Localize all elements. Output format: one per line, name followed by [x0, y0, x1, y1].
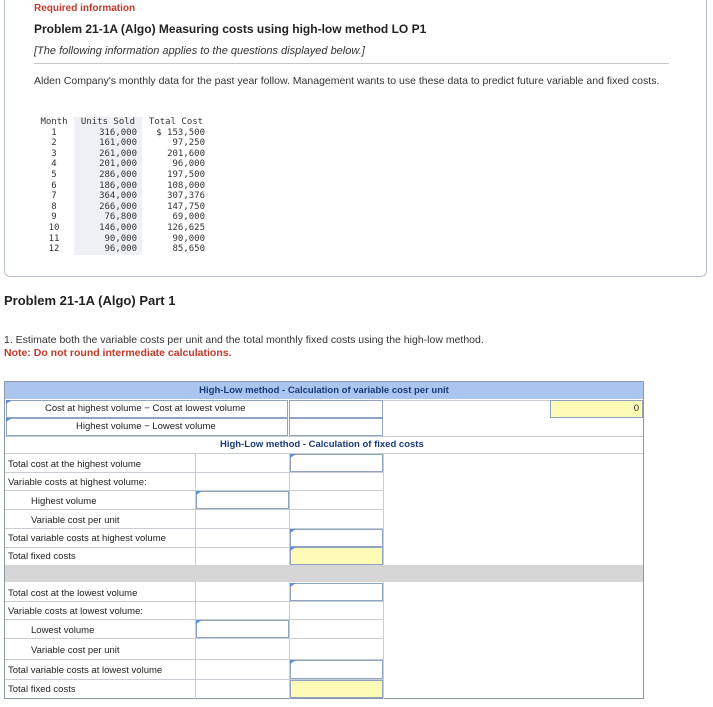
col-units-sold: Units Sold	[74, 117, 142, 128]
dropdown-marker-icon	[290, 660, 296, 664]
month-cell: 8	[51, 201, 57, 212]
month-cell: 7	[51, 191, 57, 202]
table-row	[34, 128, 210, 139]
month-cell: 1	[51, 127, 57, 138]
total-cost-cell: $ 153,500	[156, 127, 205, 138]
part-title: Problem 21-1A (Algo) Part 1	[4, 293, 176, 308]
month-cell: 3	[51, 148, 57, 159]
dropdown-marker-icon	[290, 529, 296, 533]
total-cost-cell: 147,750	[167, 201, 205, 212]
table-row	[34, 212, 210, 223]
highest-volume-label: Highest volume	[31, 496, 97, 507]
dropdown-marker-icon	[6, 400, 12, 404]
col-total-cost: Total Cost	[148, 117, 204, 127]
units-sold-cell: 286,000	[74, 170, 142, 181]
month-cell: 4	[51, 159, 57, 170]
month-cell: 10	[48, 222, 60, 233]
total-cost-cell: 126,625	[167, 222, 205, 233]
high-total-variable-input[interactable]	[290, 529, 383, 547]
numerator-label: Cost at highest volume − Cost at lowest volume	[45, 403, 246, 414]
monthly-data-table	[34, 117, 210, 255]
units-sold-cell: 261,000	[74, 149, 142, 160]
units-sold-cell: 201,000	[74, 159, 142, 170]
table-row	[34, 223, 210, 234]
dropdown-marker-icon	[290, 454, 296, 458]
low-total-variable-label: Total variable costs at lowest volume	[8, 665, 163, 676]
low-vc-per-unit-label: Variable cost per unit	[31, 645, 120, 656]
table-row	[34, 159, 210, 170]
total-cost-cell: 85,650	[172, 244, 205, 255]
divider	[34, 63, 669, 64]
high-fixed-costs-result	[290, 547, 383, 565]
table-row	[34, 234, 210, 245]
table-row	[34, 244, 210, 255]
low-fixed-costs-result	[290, 680, 383, 698]
section-separator	[5, 565, 643, 582]
high-total-cost-input[interactable]	[290, 454, 383, 472]
table-row	[34, 181, 210, 192]
table-row	[34, 202, 210, 213]
total-cost-cell: 97,250	[172, 138, 205, 149]
lowest-volume-input[interactable]	[196, 620, 289, 638]
units-sold-cell: 90,000	[74, 234, 142, 245]
col-month: Month	[40, 117, 68, 127]
total-cost-cell: 307,376	[167, 191, 205, 202]
high-variable-costs-label: Variable costs at highest volume:	[8, 477, 147, 488]
rounding-note: Note: Do not round intermediate calculations.	[4, 347, 232, 359]
high-vc-per-unit-label: Variable cost per unit	[31, 515, 120, 526]
question-text: 1. Estimate both the variable costs per unit and the total monthly fixed costs using the high-low method.	[4, 334, 484, 346]
units-sold-cell: 186,000	[74, 181, 142, 192]
total-cost-cell: 108,000	[167, 180, 205, 191]
units-sold-cell: 266,000	[74, 202, 142, 213]
low-total-variable-input[interactable]	[290, 660, 383, 679]
units-sold-cell: 161,000	[74, 138, 142, 149]
table-row	[34, 170, 210, 181]
lowest-volume-label: Lowest volume	[31, 625, 95, 636]
high-total-variable-label: Total variable costs at highest volume	[8, 533, 166, 544]
problem-title: Problem 21-1A (Algo) Measuring costs using high-low method LO P1	[34, 22, 427, 36]
required-info-label: Required information	[34, 3, 136, 14]
variable-cost-header: High-Low method - Calculation of variable cost per unit	[5, 382, 643, 399]
numerator-input[interactable]	[289, 400, 383, 418]
applies-note: [The following information applies to the questions displayed below.]	[34, 45, 365, 57]
low-fixed-costs-label: Total fixed costs	[8, 684, 76, 695]
denominator-label: Highest volume − Lowest volume	[76, 421, 216, 432]
dropdown-marker-icon	[290, 583, 296, 587]
units-sold-cell: 364,000	[74, 191, 142, 202]
month-cell: 12	[48, 244, 60, 255]
table-row	[34, 149, 210, 160]
fixed-cost-header: High-Low method - Calculation of fixed costs	[220, 439, 424, 450]
total-cost-cell: 201,600	[167, 148, 205, 159]
dropdown-marker-icon	[196, 620, 202, 624]
highest-volume-input[interactable]	[196, 491, 289, 509]
low-variable-costs-label: Variable costs at lowest volume:	[8, 606, 143, 617]
table-row	[34, 191, 210, 202]
units-sold-cell: 146,000	[74, 223, 142, 234]
high-fixed-costs-label: Total fixed costs	[8, 551, 76, 562]
month-cell: 11	[48, 233, 60, 244]
total-cost-cell: 69,000	[172, 212, 205, 223]
units-sold-cell: 96,000	[74, 244, 142, 255]
total-cost-cell: 197,500	[167, 169, 205, 180]
units-sold-cell: 76,800	[74, 212, 142, 223]
month-cell: 2	[51, 138, 57, 149]
low-total-cost-label: Total cost at the lowest volume	[8, 588, 138, 599]
denominator-input[interactable]	[289, 418, 383, 436]
units-sold-cell: 316,000	[74, 128, 142, 139]
total-cost-cell: 90,000	[172, 233, 205, 244]
dropdown-marker-icon	[196, 491, 202, 495]
dropdown-marker-icon	[6, 418, 12, 422]
low-total-cost-input[interactable]	[290, 583, 383, 601]
intro-text: Alden Company's monthly data for the past year follow. Management wants to use these data to predict future variable and fixed costs.	[34, 75, 660, 87]
high-total-cost-label: Total cost at the highest volume	[8, 459, 142, 470]
table-row	[34, 138, 210, 149]
dropdown-marker-icon	[290, 547, 296, 551]
month-cell: 5	[51, 169, 57, 180]
variable-cost-result: 0	[550, 400, 643, 418]
total-cost-cell: 96,000	[172, 159, 205, 170]
month-cell: 9	[51, 212, 57, 223]
month-cell: 6	[51, 180, 57, 191]
